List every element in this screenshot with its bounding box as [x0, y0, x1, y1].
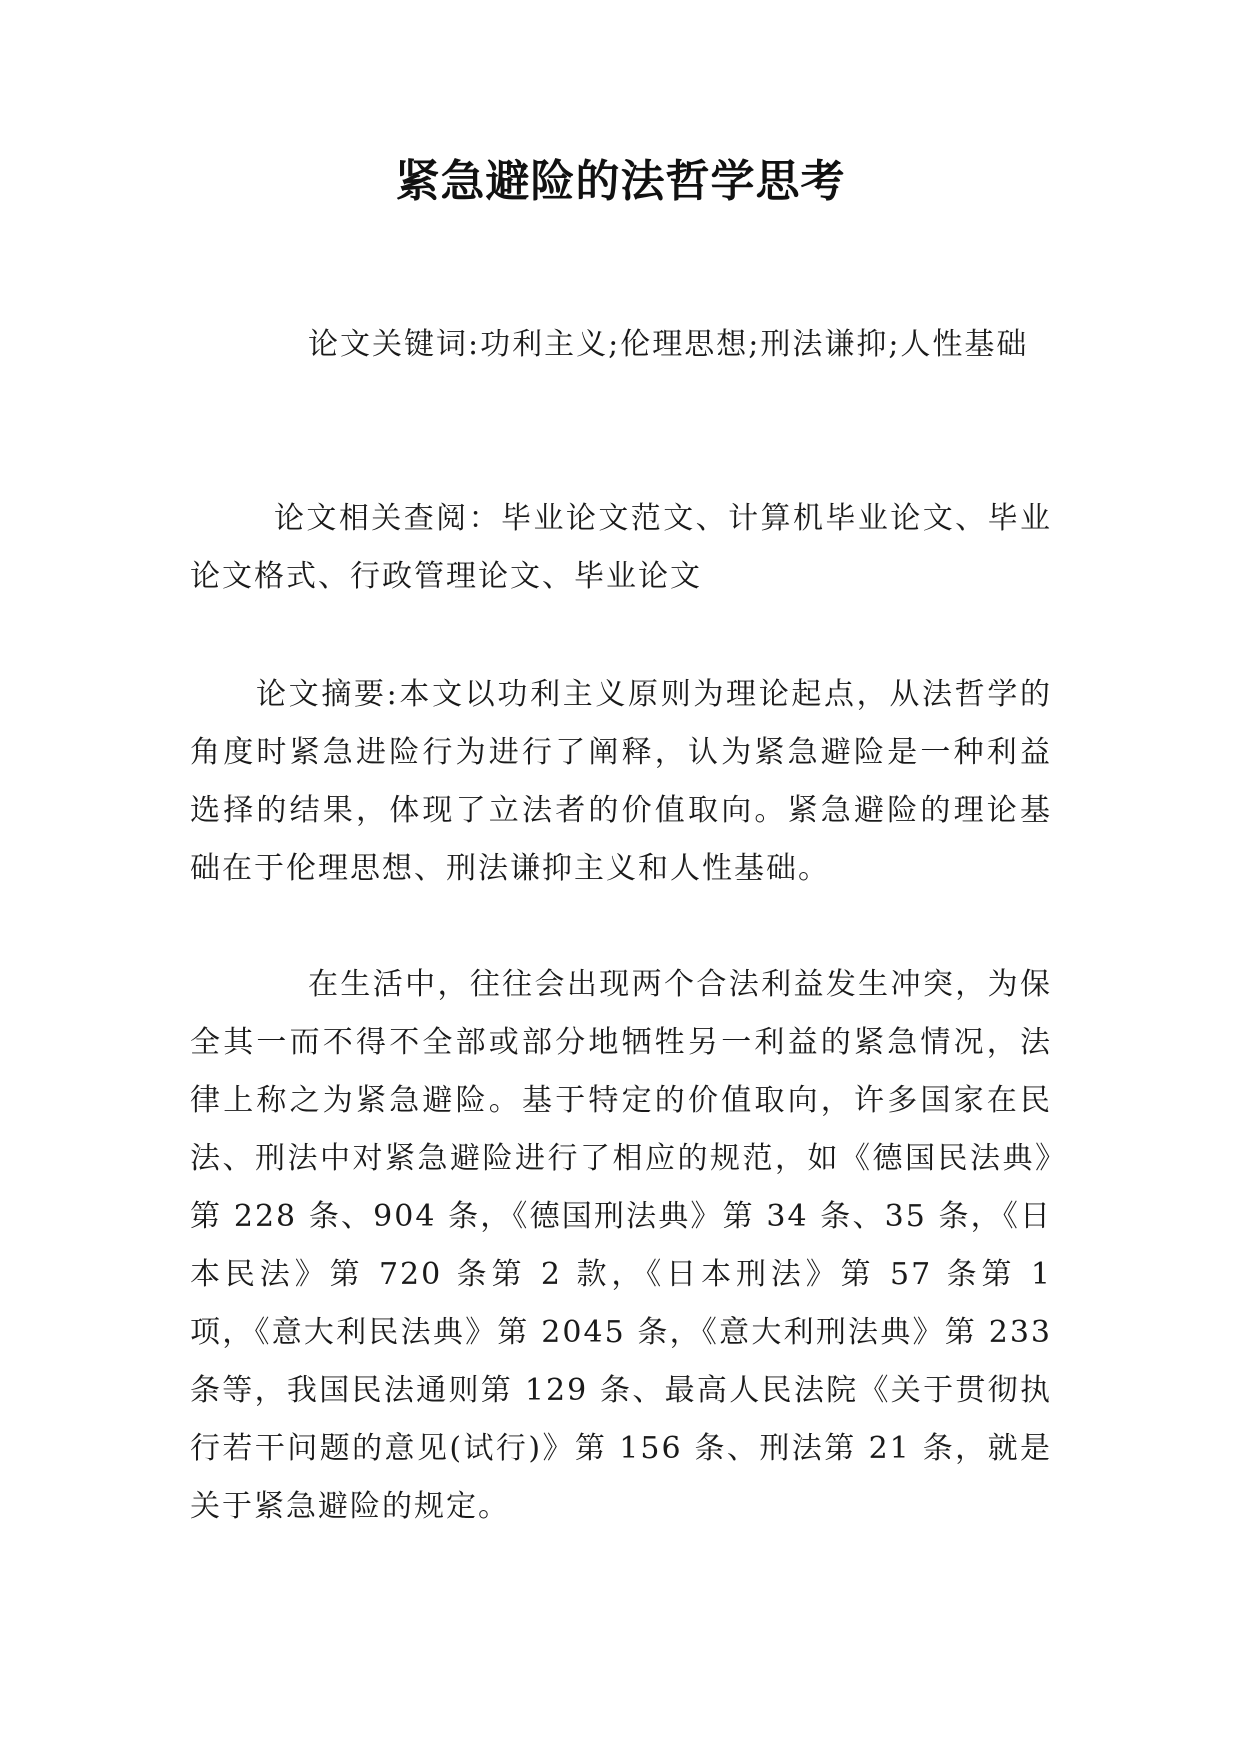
body-paragraph: 在生活中，往往会出现两个合法利益发生冲突，为保全其一而不得不全部或部分地牺牲另一利益的紧急情况，法律上称之为紧急避险。基于特定的价值取向，许多国家在民法、刑法中对紧急避险进行了相应的规范，如《德国民法典》第 228 条、904 条，《德国刑法典》第 34 条、35 条，《日本民法》第 720 条第 2 款，《日本刑法》第 57 条第 1 项，《意大利民法典》第 2045 条，《意大利刑法典》第 233 条等，我国民法通则第 129 条、最高人民法院《关于贯彻执行若干问题的意见(试行)》第 156 条、刑法第 21 条，就是关于紧急避险的规定。	[190, 967, 1052, 1524]
keywords-paragraph: 论文关键词:功利主义;伦理思想;刑法谦抑;人性基础	[308, 327, 1029, 362]
document-title: 紧急避险的法哲学思考	[395, 156, 846, 207]
related-reading-paragraph: 论文相关查阅：毕业论文范文、计算机毕业论文、毕业论文格式、行政管理论文、毕业论文	[190, 501, 1052, 594]
abstract-paragraph: 论文摘要:本文以功利主义原则为理论起点，从法哲学的角度时紧急进险行为进行了阐释，认为紧急避险是一种利益选择的结果，体现了立法者的价值取向。紧急避险的理论基础在于伦理思想、刑法谦抑主义和人性基础。	[190, 677, 1052, 886]
